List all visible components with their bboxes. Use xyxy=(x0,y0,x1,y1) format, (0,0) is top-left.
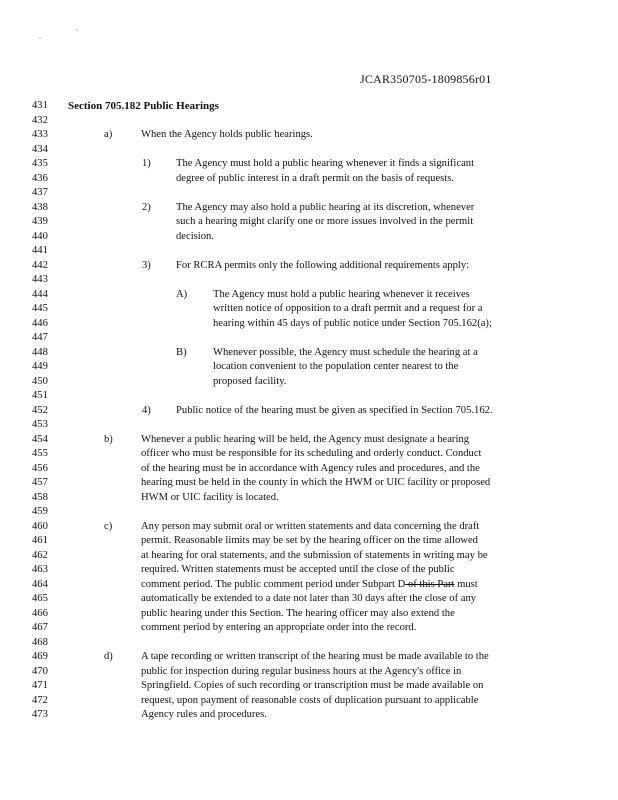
line-text xyxy=(141,607,455,621)
text-segment: public for inspection during regular business hours at the Agency's office in xyxy=(141,665,462,677)
line-text xyxy=(141,534,478,548)
line-text xyxy=(141,462,480,476)
line-number: 473 xyxy=(32,709,48,720)
line-number: 441 xyxy=(32,245,48,256)
text-line xyxy=(0,462,618,476)
line-number: 458 xyxy=(32,491,48,503)
line-number: 445 xyxy=(32,303,48,314)
line-number: 453 xyxy=(32,419,48,430)
text-segment: Whenever possible, the Agency must schedule the hearing at a xyxy=(213,346,478,358)
text-line xyxy=(0,360,618,374)
text-line xyxy=(0,418,618,432)
text-line xyxy=(0,549,618,563)
text-line xyxy=(0,592,618,606)
text-segment: comment period. The public comment period under Subpart D xyxy=(141,578,406,590)
subsection-label: b) xyxy=(104,433,113,445)
line-number: 457 xyxy=(32,477,48,488)
text-segment: proposed facility. xyxy=(213,375,287,387)
line-number: 449 xyxy=(32,361,48,372)
line-number: 433 xyxy=(32,129,48,140)
line-number: 432 xyxy=(32,114,48,126)
line-number: 472 xyxy=(32,694,48,706)
line-number: 461 xyxy=(32,535,48,546)
line-number: 470 xyxy=(32,665,48,677)
text-segment: HWM or UIC facility is located. xyxy=(141,491,279,503)
text-segment: hearing within 45 days of public notice under Section 705.162(a); xyxy=(213,317,492,329)
line-number: 469 xyxy=(32,651,48,662)
line-text xyxy=(141,476,490,490)
subsection-label: 3) xyxy=(142,259,151,271)
line-text xyxy=(213,346,478,360)
text-line xyxy=(0,157,618,171)
text-line xyxy=(0,143,618,157)
line-number: 460 xyxy=(32,520,48,532)
line-text xyxy=(176,172,454,186)
line-text xyxy=(213,288,470,302)
text-line xyxy=(0,476,618,490)
text-segment: at hearing for oral statements, and the submission of statements in writing may be xyxy=(141,549,488,561)
text-segment: of the hearing must be in accordance with Agency rules and procedures, and the xyxy=(141,462,480,474)
line-text xyxy=(213,360,458,374)
scan-specks xyxy=(0,0,618,60)
text-line xyxy=(0,636,618,650)
line-text xyxy=(176,201,474,215)
line-text xyxy=(141,578,478,592)
line-number: 442 xyxy=(32,259,48,271)
text-line xyxy=(0,215,618,229)
line-number: 437 xyxy=(32,187,48,198)
line-text xyxy=(141,549,488,563)
line-text xyxy=(213,375,286,389)
text-line xyxy=(0,708,618,722)
line-number: 451 xyxy=(32,390,48,401)
subsection-label: 4) xyxy=(142,404,151,416)
text-segment: request, upon payment of reasonable costs of duplication pursuant to applicable xyxy=(141,694,479,706)
text-segment: When the Agency holds public hearings. xyxy=(141,129,313,140)
text-line xyxy=(0,99,618,113)
text-segment: Public notice of the hearing must be given as specified in Section 705.162. xyxy=(176,404,493,416)
text-segment: The Agency may also hold a public hearing at its discretion, whenever xyxy=(176,201,475,213)
text-line xyxy=(0,259,618,273)
line-number: 455 xyxy=(32,448,48,459)
text-line xyxy=(0,505,618,519)
text-segment: hearing must be held in the county in which the HWM or UIC facility or proposed xyxy=(141,477,491,488)
line-number: 443 xyxy=(32,274,48,285)
line-number: 452 xyxy=(32,404,48,416)
text-segment: location convenient to the population center nearest to the xyxy=(213,361,459,372)
text-line xyxy=(0,288,618,302)
text-segment: Agency rules and procedures. xyxy=(141,709,267,720)
line-text xyxy=(213,302,482,316)
line-number: 465 xyxy=(32,593,48,604)
text-segment: public hearing under this Section. The hearing officer may also extend the xyxy=(141,607,455,619)
text-segment: degree of public interest in a draft permit on the basis of requests. xyxy=(176,172,454,184)
text-line xyxy=(0,578,618,592)
text-segment: Springfield. Copies of such recording or transcription must be made available on xyxy=(141,680,484,691)
subsection-label: d) xyxy=(104,651,113,662)
text-segment: The Agency must hold a public hearing whenever it finds a significant xyxy=(176,158,475,169)
line-text xyxy=(141,679,483,693)
line-text xyxy=(141,491,279,505)
document-id: JCAR350705-1809856r01 xyxy=(360,72,492,86)
text-segment: permit. Reasonable limits may be set by the hearing officer on the time allowed xyxy=(141,535,478,546)
text-line xyxy=(0,201,618,215)
text-line xyxy=(0,244,618,258)
text-line xyxy=(0,650,618,664)
line-number: 463 xyxy=(32,564,48,575)
line-number: 439 xyxy=(32,216,48,227)
text-segment: must xyxy=(454,578,478,590)
line-number: 436 xyxy=(32,172,48,184)
struck-text: of this Part xyxy=(405,578,455,590)
text-segment: comment period by entering an appropriate order into the record. xyxy=(141,622,417,633)
line-number: 448 xyxy=(32,346,48,358)
line-number: 440 xyxy=(32,230,48,242)
line-text xyxy=(176,404,493,418)
text-line xyxy=(0,491,618,505)
line-text xyxy=(141,708,267,722)
text-segment: decision. xyxy=(176,230,214,242)
text-line xyxy=(0,230,618,244)
text-line xyxy=(0,621,618,635)
subsection-label: B) xyxy=(176,346,187,358)
line-number: 468 xyxy=(32,636,48,648)
line-number: 471 xyxy=(32,680,48,691)
text-segment: Any person may submit oral or written statements and data concerning the draft xyxy=(141,520,480,532)
line-text xyxy=(176,259,469,273)
text-line xyxy=(0,186,618,200)
text-line xyxy=(0,433,618,447)
line-number: 438 xyxy=(32,201,48,213)
text-segment: Section 705.182 Public Hearings xyxy=(68,100,219,112)
subsection-label: 2) xyxy=(142,201,151,213)
text-segment: officer who must be responsible for its scheduling and orderly conduct. Conduct xyxy=(141,448,482,459)
text-segment: such a hearing might clarify one or more issues involved in the permit xyxy=(176,216,474,227)
text-segment: written notice of opposition to a draft permit and a request for a xyxy=(213,303,483,314)
line-number: 450 xyxy=(32,375,48,387)
section-title xyxy=(68,99,219,113)
text-line xyxy=(0,172,618,186)
text-line xyxy=(0,114,618,128)
text-segment: For RCRA permits only the following additional requirements apply: xyxy=(176,259,470,271)
text-line xyxy=(0,317,618,331)
text-line xyxy=(0,404,618,418)
text-line xyxy=(0,302,618,316)
text-line xyxy=(0,534,618,548)
text-line xyxy=(0,273,618,287)
line-text xyxy=(141,650,489,664)
line-text xyxy=(141,563,455,577)
text-line xyxy=(0,128,618,142)
text-line xyxy=(0,389,618,403)
line-number: 431 xyxy=(32,100,48,111)
text-line xyxy=(0,346,618,360)
text-segment: Whenever a public hearing will be held, the Agency must designate a hearing xyxy=(141,433,469,445)
text-line xyxy=(0,607,618,621)
line-number: 446 xyxy=(32,317,48,329)
text-line xyxy=(0,447,618,461)
line-text xyxy=(141,447,482,461)
line-text xyxy=(141,128,313,142)
subsection-label: a) xyxy=(104,129,113,140)
line-text xyxy=(141,520,479,534)
text-line xyxy=(0,520,618,534)
text-line xyxy=(0,563,618,577)
text-line xyxy=(0,665,618,679)
text-segment: required. Written statements must be accepted until the close of the public xyxy=(141,564,455,575)
line-text xyxy=(176,157,474,171)
text-line xyxy=(0,694,618,708)
text-line xyxy=(0,679,618,693)
line-text xyxy=(141,621,416,635)
line-number: 467 xyxy=(32,622,48,633)
line-text xyxy=(141,433,469,447)
text-segment: A tape recording or written transcript of the hearing must be made available to the xyxy=(141,651,489,662)
line-number: 462 xyxy=(32,549,48,561)
line-text xyxy=(141,665,461,679)
line-number: 459 xyxy=(32,506,48,517)
line-text xyxy=(141,694,478,708)
subsection-label: A) xyxy=(176,288,188,300)
line-number: 447 xyxy=(32,332,48,343)
text-line xyxy=(0,331,618,345)
line-text xyxy=(176,215,473,229)
text-segment: automatically be extended to a date not later than 30 days after the close of any xyxy=(141,593,477,604)
line-text xyxy=(176,230,214,244)
subsection-label: c) xyxy=(104,520,113,532)
line-number: 434 xyxy=(32,143,48,155)
line-number: 464 xyxy=(32,578,48,590)
line-text xyxy=(141,592,476,606)
line-number: 435 xyxy=(32,158,48,169)
text-segment: The Agency must hold a public hearing whenever it receives xyxy=(213,288,470,300)
line-number: 444 xyxy=(32,288,48,300)
subsection-label: 1) xyxy=(142,158,151,169)
line-number: 466 xyxy=(32,607,48,619)
line-text xyxy=(213,317,492,331)
line-number: 456 xyxy=(32,462,48,474)
text-line xyxy=(0,375,618,389)
line-number: 454 xyxy=(32,433,48,445)
